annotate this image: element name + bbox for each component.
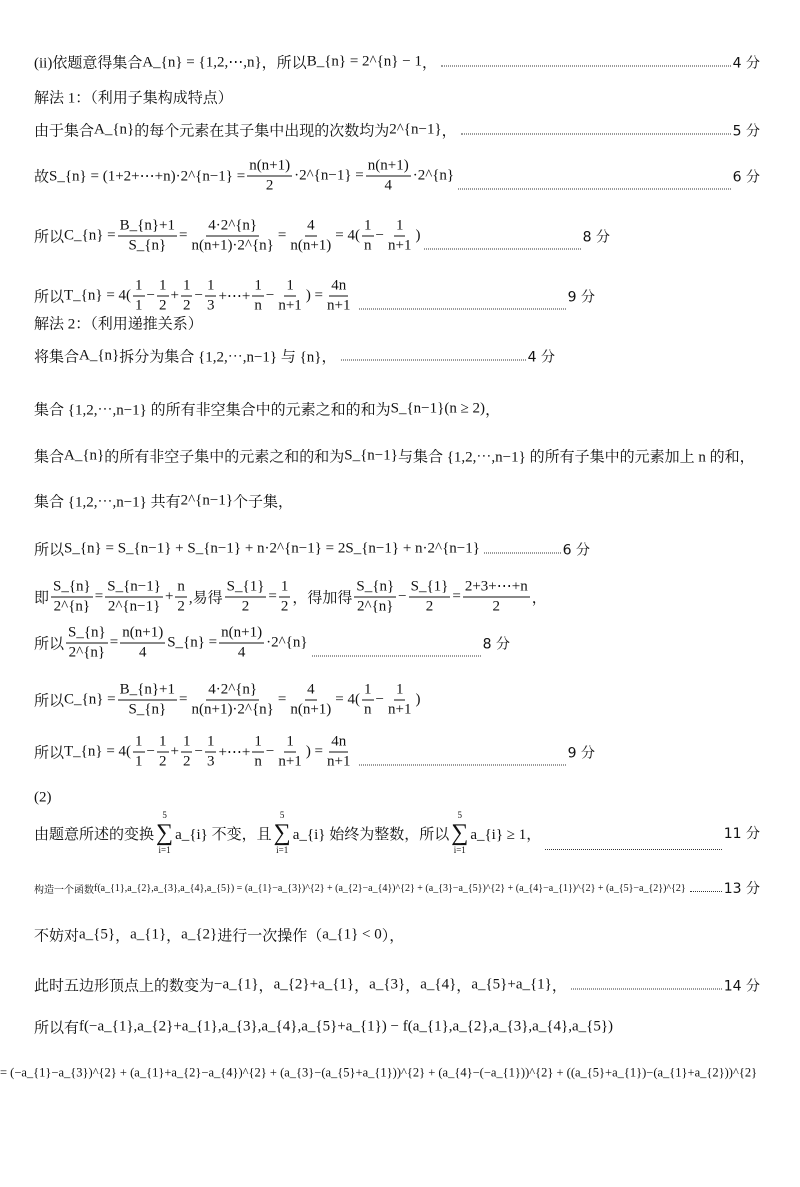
math-text: a_{i} 不变，且 (175, 826, 272, 843)
math-text: T_{n} = 4( (64, 287, 132, 304)
numerator: 4 (305, 681, 317, 701)
denominator: n(n+1)·2^{n} (191, 237, 274, 254)
numerator: n(n+1) (247, 157, 292, 177)
numerator: 4·2^{n} (206, 681, 259, 701)
math-text: ·2^{n−1} = (294, 167, 364, 184)
math-text: S_{n−1}(n ≥ 2) (390, 400, 486, 417)
math-text: ) = (305, 287, 324, 304)
math-text: = 4( (335, 227, 361, 244)
math-text: = (277, 227, 287, 244)
math-text: 所以 (34, 229, 65, 246)
numerator: 4·2^{n} (206, 217, 259, 237)
numerator: 1 (394, 681, 406, 701)
math-text: T_{n} = 4( (64, 743, 132, 760)
numerator: n (175, 578, 187, 598)
fraction (189, 217, 275, 256)
numerator: 1 (252, 277, 264, 297)
math-text: ， (485, 402, 501, 419)
dotted-leader (690, 891, 722, 892)
math-text: ， (441, 123, 457, 140)
fraction (225, 578, 267, 617)
fraction (66, 624, 108, 663)
solution-line (34, 539, 590, 560)
math-text: 2^{n−1} (180, 492, 234, 509)
solution-line (34, 681, 760, 720)
score-mark: 6 分 (562, 542, 590, 558)
solution-line (34, 975, 760, 996)
solution-line (34, 624, 510, 663)
math-text: = (94, 588, 104, 605)
math-text: ， (531, 590, 547, 607)
dotted-leader (424, 249, 580, 250)
fraction (362, 217, 374, 256)
denominator: 2 (241, 598, 250, 615)
numerator: 1 (394, 217, 406, 237)
fraction (252, 277, 264, 316)
math-text: C_{n} = (64, 691, 116, 708)
math-text: + (170, 743, 179, 760)
math-text: ,易得 (188, 590, 223, 607)
numerator: S_{n} (354, 578, 396, 598)
sigma-symbol: ∑ (451, 820, 469, 846)
math-text: 由题意所述的变换 (34, 826, 155, 843)
score-mark: 13 分 (723, 881, 760, 897)
math-text: = 4( (335, 691, 361, 708)
solution-line (34, 157, 760, 196)
math-text: +⋯+ (218, 288, 251, 305)
math-text: a_{5}+a_{1} (471, 976, 552, 993)
math-text: ) (415, 227, 421, 244)
math-text: ）， (381, 928, 405, 945)
math-text: a_{4} (420, 976, 457, 993)
math-text: − (265, 743, 275, 760)
math-text: 个子集， (233, 494, 294, 511)
math-text: a_{2} (181, 926, 218, 943)
sum-upper-limit: 5 (162, 810, 167, 820)
fraction (157, 277, 169, 316)
numerator: S_{1} (225, 578, 267, 598)
fraction (120, 624, 165, 663)
math-text: 由于集合 (34, 123, 95, 140)
numerator: n(n+1) (366, 157, 411, 177)
math-text: ， (258, 978, 274, 995)
math-text: f(a_{1},a_{2},a_{3},a_{4},a_{5}) = (a_{1}−a_{3})^{2} + (a_{2}−a_{4})^{2} + (a_{3}−a_{5})^{2} + (a_{4}−a_{1})^{2} + (a_{5}−a_{2})^{2} (94, 882, 686, 894)
denominator: 2 (159, 297, 167, 314)
fraction (105, 578, 163, 617)
denominator: S_{n} (128, 701, 167, 718)
score-mark: 9 分 (567, 289, 595, 305)
denominator: 2 (265, 177, 274, 194)
math-text: 与集合 {1,2,⋯,n−1} 的所有子集中的元素加上 n 的和， (397, 449, 755, 466)
dotted-leader (441, 66, 731, 67)
math-text: − (194, 287, 203, 304)
denominator: 1 (135, 753, 143, 770)
denominator: 2 (182, 297, 191, 314)
denominator: 2^{n} (357, 598, 394, 615)
numerator: 1 (284, 277, 296, 297)
summation (156, 810, 173, 856)
math-text: S_{n} = S_{n−1} + S_{n−1} + n·2^{n−1} = 2S_{n−1} + n·2^{n−1} (64, 540, 480, 557)
math-text: a_{i} 始终为整数，所以 (292, 826, 450, 843)
numerator: 2+3+⋯+n (463, 578, 530, 598)
dotted-leader (484, 553, 561, 554)
math-text: (ii)依题意得集合 (34, 55, 143, 72)
numerator: 4n (329, 277, 348, 297)
math-text: ， (115, 928, 131, 945)
denominator: 2^{n} (68, 644, 106, 661)
math-text: A_{n} = {1,2,⋯,n} (142, 54, 262, 71)
denominator: n+1 (278, 297, 302, 314)
numerator: S_{n−1} (105, 578, 163, 598)
denominator: n(n+1) (290, 237, 332, 254)
fraction (386, 217, 413, 256)
math-text: = (268, 588, 277, 605)
math-text: 将集合 (34, 349, 80, 366)
numerator: 1 (157, 277, 169, 297)
sum-upper-limit: 5 (279, 810, 285, 820)
denominator: n (254, 753, 262, 770)
math-text: S_{n} = (1+2+⋯+n)·2^{n−1} = (49, 168, 246, 185)
math-text: f(−a_{1},a_{2}+a_{1},a_{3},a_{4},a_{5}+a_{1}) − f(a_{1},a_{2},a_{3},a_{4},a_{5}) (79, 1018, 614, 1035)
math-text: + (164, 588, 174, 605)
math-text: S_{n} = (167, 634, 218, 651)
math-text: 集合 {1,2,⋯,n−1} 共有 (34, 494, 181, 511)
denominator: S_{n} (128, 237, 167, 254)
dotted-leader (545, 849, 721, 850)
math-text: + (170, 287, 179, 304)
math-text: 所以 (34, 636, 65, 653)
fraction (181, 733, 193, 772)
math-text: − (375, 691, 384, 708)
fraction (252, 733, 264, 772)
denominator: 2^{n} (53, 598, 91, 615)
sum-lower-limit: i=1 (276, 845, 289, 855)
denominator: 1 (135, 297, 143, 314)
solution-line (34, 810, 760, 856)
denominator: 4 (384, 177, 392, 194)
numerator: 1 (133, 733, 145, 753)
math-text: 的每个元素在其子集中出现的次数均为 (134, 123, 390, 140)
math-text: a_{2}+a_{1} (273, 976, 355, 993)
math-text: a_{i} ≥ 1， (470, 826, 542, 843)
math-text: 解法 1：（利用子集构成特点） (34, 90, 233, 107)
math-text: ， (166, 928, 182, 945)
math-text: 所以有 (34, 1020, 80, 1037)
math-text: ·2^{n} (266, 634, 308, 651)
math-text: 集合 (34, 449, 65, 466)
math-text: − (146, 287, 156, 304)
fraction (288, 217, 333, 256)
denominator: n(n+1) (290, 701, 332, 718)
math-text: = (−a_{1}−a_{3})^{2} + (a_{1}+a_{2}−a_{4})^{2} + (a_{3}−(a_{5}+a_{1}))^{2} + (a_{4}−(−a_{1}))^{2} + ((a_{5}+a_{1})−(a_{1}+a_{2}))^{2} (0, 1065, 758, 1080)
fraction (279, 578, 291, 617)
math-text: 所以 (34, 289, 65, 306)
solution-line (34, 399, 760, 420)
fraction (362, 681, 374, 720)
math-text: 解法 2：（利用递推关系） (34, 316, 203, 333)
denominator: 4 (138, 644, 147, 661)
denominator: 3 (206, 753, 215, 770)
fraction (133, 277, 145, 316)
math-text: 所以 (34, 745, 65, 762)
math-text: 进行一次操作（ (217, 928, 323, 945)
numerator: 1 (362, 217, 374, 237)
math-text: 拆分为集合 {1,2,⋯,n−1} 与 {n}， (119, 349, 337, 366)
solution-line (34, 491, 760, 512)
math-text: ，得加得 (292, 590, 353, 607)
math-text: −a_{1} (214, 976, 259, 993)
math-text: − (398, 588, 407, 605)
score-mark: 9 分 (567, 745, 595, 761)
fraction (463, 578, 530, 617)
math-text: 集合 {1,2,⋯,n−1} 的所有非空集合中的元素之和的和为 (34, 402, 391, 419)
math-text: 构造一个函数 (34, 884, 94, 896)
denominator: n+1 (387, 237, 412, 254)
score-mark: 8 分 (482, 636, 510, 652)
numerator: 1 (181, 733, 193, 753)
score-mark: 4 分 (527, 349, 555, 365)
fraction (205, 277, 217, 316)
solution-line (34, 790, 760, 807)
math-text: 故 (34, 169, 50, 186)
numerator: 1 (157, 733, 169, 753)
fraction (189, 681, 275, 720)
math-text: 即 (34, 590, 50, 607)
fraction (366, 157, 411, 196)
denominator: 2 (492, 598, 501, 615)
math-text: 所以 (34, 542, 65, 559)
solution-line (34, 120, 760, 141)
fraction (276, 733, 303, 772)
score-mark: 11 分 (723, 826, 760, 842)
dotted-leader (461, 134, 731, 135)
solution-line (34, 277, 595, 316)
math-text: a_{1} < 0 (322, 926, 382, 943)
numerator: 4 (305, 217, 317, 237)
numerator: S_{n} (51, 578, 93, 598)
math-text: − (146, 743, 156, 760)
denominator: 4 (237, 644, 246, 661)
denominator: n (364, 701, 372, 718)
denominator: 2 (280, 598, 289, 615)
math-text: 所以 (34, 693, 65, 710)
math-text: B_{n} = 2^{n} − 1 (306, 53, 422, 70)
denominator: 2 (182, 753, 191, 770)
math-text: 不妨对 (34, 928, 80, 945)
solution-line (34, 878, 760, 898)
score-mark: 14 分 (723, 978, 760, 994)
math-text: a_{5} (79, 926, 116, 943)
math-text: (2) (34, 789, 52, 806)
summation (274, 810, 291, 856)
math-text: A_{n} (94, 121, 135, 138)
fraction (205, 733, 217, 772)
math-text: 2^{n−1} (389, 121, 442, 138)
math-text: ， (456, 978, 472, 995)
sum-lower-limit: i=1 (453, 845, 466, 855)
denominator: n+1 (327, 297, 351, 314)
numerator: S_{1} (409, 578, 451, 598)
numerator: 1 (181, 277, 193, 297)
solution-line (34, 446, 760, 467)
numerator: 1 (205, 277, 217, 297)
denominator: 3 (206, 297, 215, 314)
numerator: n(n+1) (120, 624, 165, 644)
dotted-leader (458, 189, 731, 190)
score-mark: 4 分 (732, 55, 760, 71)
math-text: = (179, 227, 188, 244)
fraction (175, 578, 187, 617)
sum-lower-limit: i=1 (158, 845, 171, 855)
score-mark: 5 分 (732, 123, 760, 139)
math-text: ， (354, 978, 370, 995)
numerator: 1 (284, 733, 296, 753)
math-text: = (109, 634, 119, 651)
solution-line (34, 87, 760, 108)
numerator: n(n+1) (219, 624, 264, 644)
solution-line (0, 1066, 760, 1081)
math-text: ) = (305, 743, 324, 760)
fraction (325, 733, 352, 772)
solution-line (34, 1017, 760, 1038)
score-mark: 6 分 (732, 169, 760, 185)
math-text: 此时五边形顶点上的数变为 (34, 978, 215, 995)
fraction (247, 157, 292, 196)
numerator: 1 (205, 733, 217, 753)
denominator: n(n+1)·2^{n} (191, 701, 274, 718)
numerator: S_{n} (66, 624, 108, 644)
denominator: 2^{n−1} (107, 598, 161, 615)
math-text: a_{1} (130, 926, 167, 943)
dotted-leader (359, 765, 566, 766)
numerator: 1 (279, 578, 291, 598)
dotted-leader (571, 989, 722, 990)
fraction (118, 681, 177, 720)
solution-line (34, 313, 760, 334)
score-mark: 8 分 (582, 229, 610, 245)
solution-line (34, 346, 555, 367)
solution-line (34, 733, 595, 772)
dotted-leader (312, 656, 481, 657)
numerator: 1 (362, 681, 374, 701)
fraction (51, 578, 93, 617)
denominator: 2 (425, 598, 434, 615)
numerator: 1 (252, 733, 264, 753)
math-text: 的所有非空子集中的元素之和的和为 (104, 449, 345, 466)
fraction (181, 277, 193, 316)
math-text: A_{n} (79, 347, 120, 364)
math-text: ， (421, 55, 437, 72)
math-text: S_{n−1} (344, 447, 398, 464)
denominator: n (364, 237, 372, 254)
fraction (219, 624, 264, 663)
denominator: 2 (177, 598, 185, 615)
sum-upper-limit: 5 (457, 810, 462, 820)
math-text: a_{3} (369, 976, 406, 993)
math-text: = (277, 691, 287, 708)
fraction (133, 733, 145, 772)
sigma-symbol: ∑ (156, 820, 174, 846)
math-text: ， (405, 978, 421, 995)
summation (451, 810, 468, 856)
denominator: 2 (159, 753, 167, 770)
numerator: 1 (133, 277, 145, 297)
fraction (386, 681, 413, 720)
numerator: B_{n}+1 (118, 217, 177, 237)
denominator: n (254, 297, 262, 314)
solution-line (34, 578, 760, 617)
solution-line (34, 52, 760, 73)
sigma-symbol: ∑ (273, 820, 291, 846)
math-text: = (452, 588, 461, 605)
fraction (354, 578, 396, 617)
solution-line (34, 217, 610, 256)
math-text: ·2^{n} (412, 167, 455, 184)
math-text: A_{n} (64, 447, 105, 464)
fraction (409, 578, 451, 617)
math-text: − (194, 743, 203, 760)
fraction (118, 217, 177, 256)
math-text: − (265, 287, 275, 304)
numerator: 4n (329, 733, 348, 753)
fraction (288, 681, 333, 720)
math-text: ，所以 (261, 55, 307, 72)
numerator: B_{n}+1 (118, 681, 177, 701)
math-text: C_{n} = (64, 227, 116, 244)
denominator: n+1 (327, 753, 351, 770)
math-text: − (375, 227, 384, 244)
fraction (157, 733, 169, 772)
math-text: ， (551, 978, 567, 995)
fraction (276, 277, 303, 316)
dotted-leader (341, 360, 526, 361)
math-text: = (179, 691, 188, 708)
math-text: +⋯+ (218, 744, 251, 761)
denominator: n+1 (278, 753, 302, 770)
fraction (325, 277, 352, 316)
solution-line (34, 925, 760, 946)
denominator: n+1 (387, 701, 412, 718)
math-text: ) (415, 691, 421, 708)
dotted-leader (359, 309, 566, 310)
